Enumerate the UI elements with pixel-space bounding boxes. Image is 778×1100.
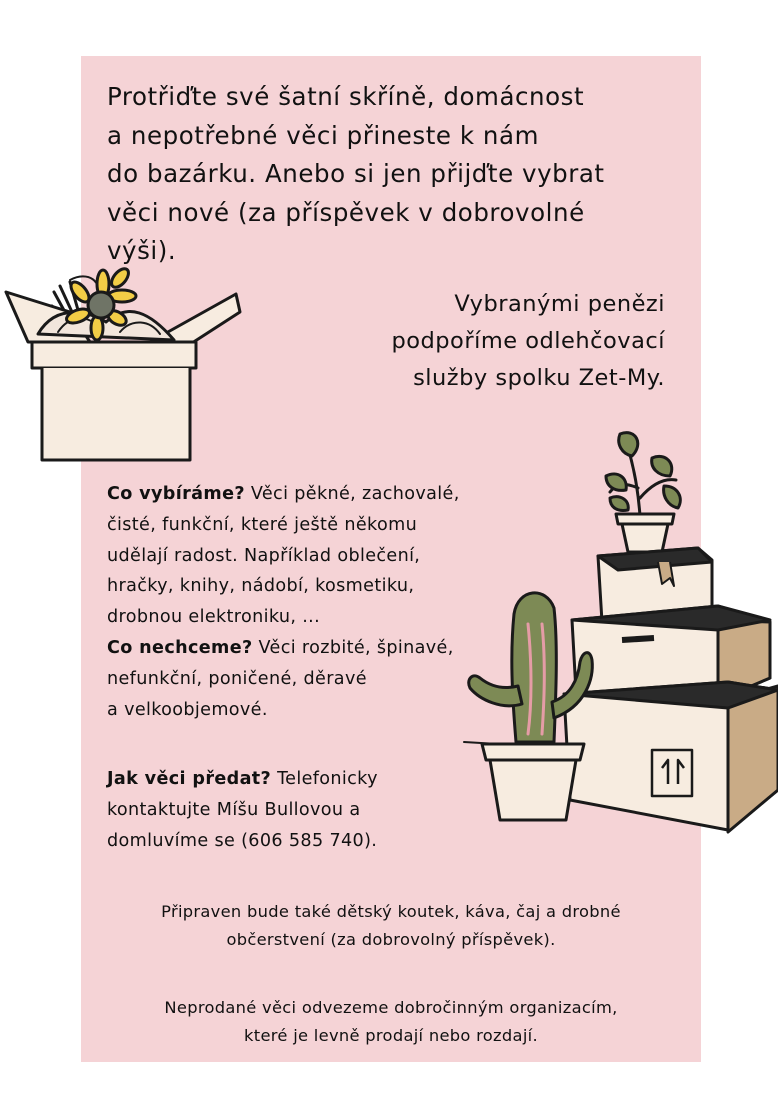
what-line: hračky, knihy, nádobí, kosmetiku, — [107, 576, 415, 597]
potted-plant-icon — [604, 428, 694, 558]
not-wanted-line: nefunkční, poničené, děravé — [107, 668, 367, 689]
extras-line: Připraven bude také dětský koutek, káva, čaj a drobné — [161, 902, 621, 921]
what-we-collect-section — [107, 479, 460, 725]
how-line — [107, 764, 378, 795]
not-wanted-line — [107, 633, 460, 664]
what-line: drobnou elektroniku, ... — [107, 607, 321, 628]
what-line-text: Věci pěkné, zachovalé, — [244, 484, 460, 504]
what-line — [107, 479, 460, 510]
extras-line: občerstvení (za dobrovolný příspěvek). — [226, 930, 556, 949]
what-line: čisté, funkční, které ještě někomu — [107, 514, 418, 535]
what-we-collect-label: Co vybíráme? — [107, 484, 245, 504]
intro-line: do bazárku. Anebo si jen přijďte vybrat — [107, 159, 605, 188]
not-wanted-label: Co nechceme? — [107, 637, 253, 658]
how-to-hand-over-section — [107, 764, 378, 856]
unsold-line: Neprodané věci odvezeme dobročinným organizacím, — [164, 998, 618, 1017]
how-line: kontaktujte Míšu Bullovou a — [107, 799, 361, 820]
support-paragraph — [391, 286, 665, 397]
potted-cactus-icon — [462, 584, 594, 846]
unsold-line: které je levně prodají nebo rozdají. — [244, 1026, 538, 1045]
how-line-text: Telefonicky — [271, 769, 378, 789]
how-to-hand-over-label: Jak věci předat? — [107, 769, 272, 789]
intro-line: věci nové (za příspěvek v dobrovolné — [107, 197, 585, 227]
open-box-with-sunflower-icon — [0, 262, 245, 467]
how-line: domluvíme se (606 585 740). — [107, 830, 378, 851]
extras-note — [81, 898, 701, 954]
what-line: udělají radost. Například oblečení, — [107, 545, 421, 566]
not-wanted-line: a velkoobjemové. — [107, 699, 268, 720]
intro-paragraph — [107, 78, 687, 271]
support-line: Vybranými penězi — [454, 291, 665, 317]
not-wanted-line-text: Věci rozbité, špinavé, — [252, 637, 454, 658]
intro-line: a nepotřebné věci přineste k nám — [107, 120, 539, 150]
support-line: podpoříme odlehčovací — [391, 328, 665, 354]
support-line: služby spolku Zet-My. — [413, 365, 665, 391]
intro-line: výši). — [107, 236, 177, 265]
unsold-items-note — [81, 994, 701, 1050]
intro-line: Protřiďte své šatní skříně, domácnost — [107, 82, 585, 111]
